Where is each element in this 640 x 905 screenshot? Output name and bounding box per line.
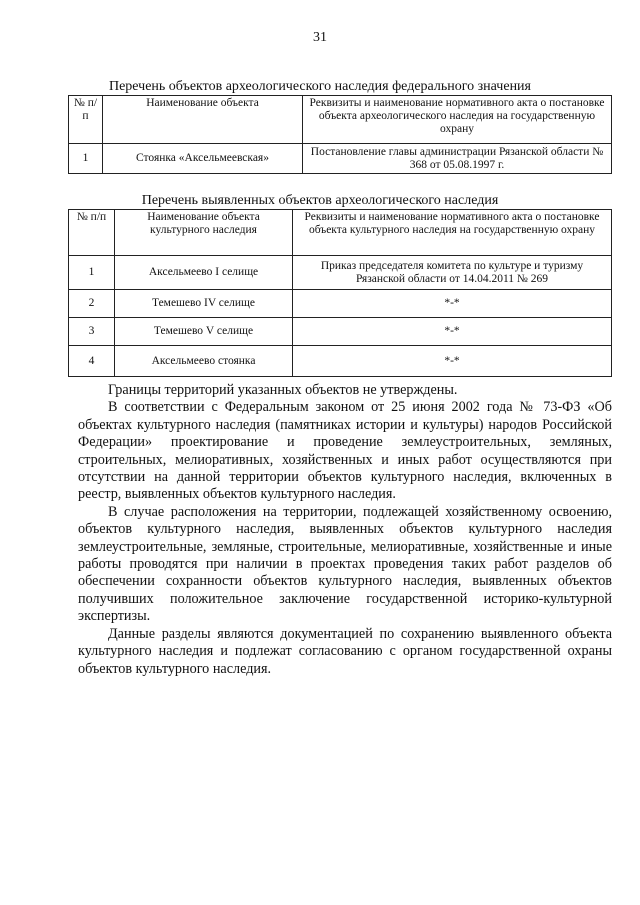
- paragraph-documentation: Данные разделы являются документацией по сохранению выявленного объекта культурного наследия и подлежат согласованию с органом государственной охраны объектов культурного наследия.: [78, 625, 612, 677]
- body-text: [78, 382, 612, 678]
- federal-objects-table: [68, 95, 612, 174]
- page-number: 31: [313, 30, 327, 45]
- table-header-row: [69, 96, 612, 144]
- table-row: [69, 346, 612, 377]
- cell-requisites: Приказ председателя комитета по культуре и туризму Рязанской области от 14.04.2011 № 269: [293, 256, 612, 290]
- cell-name: Темешево IV селище: [115, 290, 293, 318]
- header-name: Наименование объекта: [103, 96, 303, 144]
- cell-number: 3: [69, 318, 115, 346]
- cell-name: Аксельмеево I селище: [115, 256, 293, 290]
- federal-table-caption: Перечень объектов археологического наследия федерального значения: [108, 79, 531, 94]
- cell-name: Темешево V селище: [115, 318, 293, 346]
- identified-objects-table: [68, 209, 612, 377]
- header-requisites: Реквизиты и наименование нормативного акта о постановке объекта археологического наследия на государственную охрану: [303, 96, 612, 144]
- cell-requisites: *-*: [293, 318, 612, 346]
- cell-requisites: *-*: [293, 346, 612, 377]
- cell-name: Аксельмеево стоянка: [115, 346, 293, 377]
- header-requisites: Реквизиты и наименование нормативного акта о постановке объекта культурного наследия на государственную охрану: [293, 210, 612, 256]
- table-row: [69, 144, 612, 174]
- table-row: [69, 256, 612, 290]
- cell-number: 1: [69, 256, 115, 290]
- cell-number: 4: [69, 346, 115, 377]
- identified-table-caption: Перечень выявленных объектов археологического наследия: [141, 193, 499, 208]
- cell-requisites: *-*: [293, 290, 612, 318]
- cell-name: Стоянка «Аксельмеевская»: [103, 144, 303, 174]
- paragraph-boundaries: Границы территорий указанных объектов не утверждены.: [108, 382, 458, 398]
- table-header-row: [69, 210, 612, 256]
- cell-number: 1: [69, 144, 103, 174]
- cell-number: 2: [69, 290, 115, 318]
- header-name: Наименование объекта культурного наследия: [115, 210, 293, 256]
- header-number: № п/п: [69, 210, 115, 256]
- table-row: [69, 318, 612, 346]
- paragraph-works-conditions: В случае расположения на территории, подлежащей хозяйственному освоению, объектов культурного наследия, выявленных объектов культурного наследия землеустроительные, земляные, строительные, мелиоративные, хозяйственные и иные работы проводятся при наличии в проектах проведения таких работ разделов об обеспечении сохранности объектов культурного наследия, выявленных объектов получивших положительное заключение государственной историко-культурной экспертизы.: [78, 503, 612, 625]
- paragraph-federal-law: В соответствии с Федеральным законом от 25 июня 2002 года № 73-ФЗ «Об объектах культурного наследия (памятниках истории и культуры) народов Российской Федерации» проектирование и проведение землеустроительных, земляных, строительных, мелиоративных, хозяйственных и иных работ осуществляются при отсутствии на данной территории объектов культурного наследия, включенных в реестр, выявленных объектов культурного наследия.: [78, 399, 612, 503]
- cell-requisites: Постановление главы администрации Рязанской области № 368 от 05.08.1997 г.: [303, 144, 612, 174]
- header-number: № п/п: [69, 96, 103, 144]
- table-row: [69, 290, 612, 318]
